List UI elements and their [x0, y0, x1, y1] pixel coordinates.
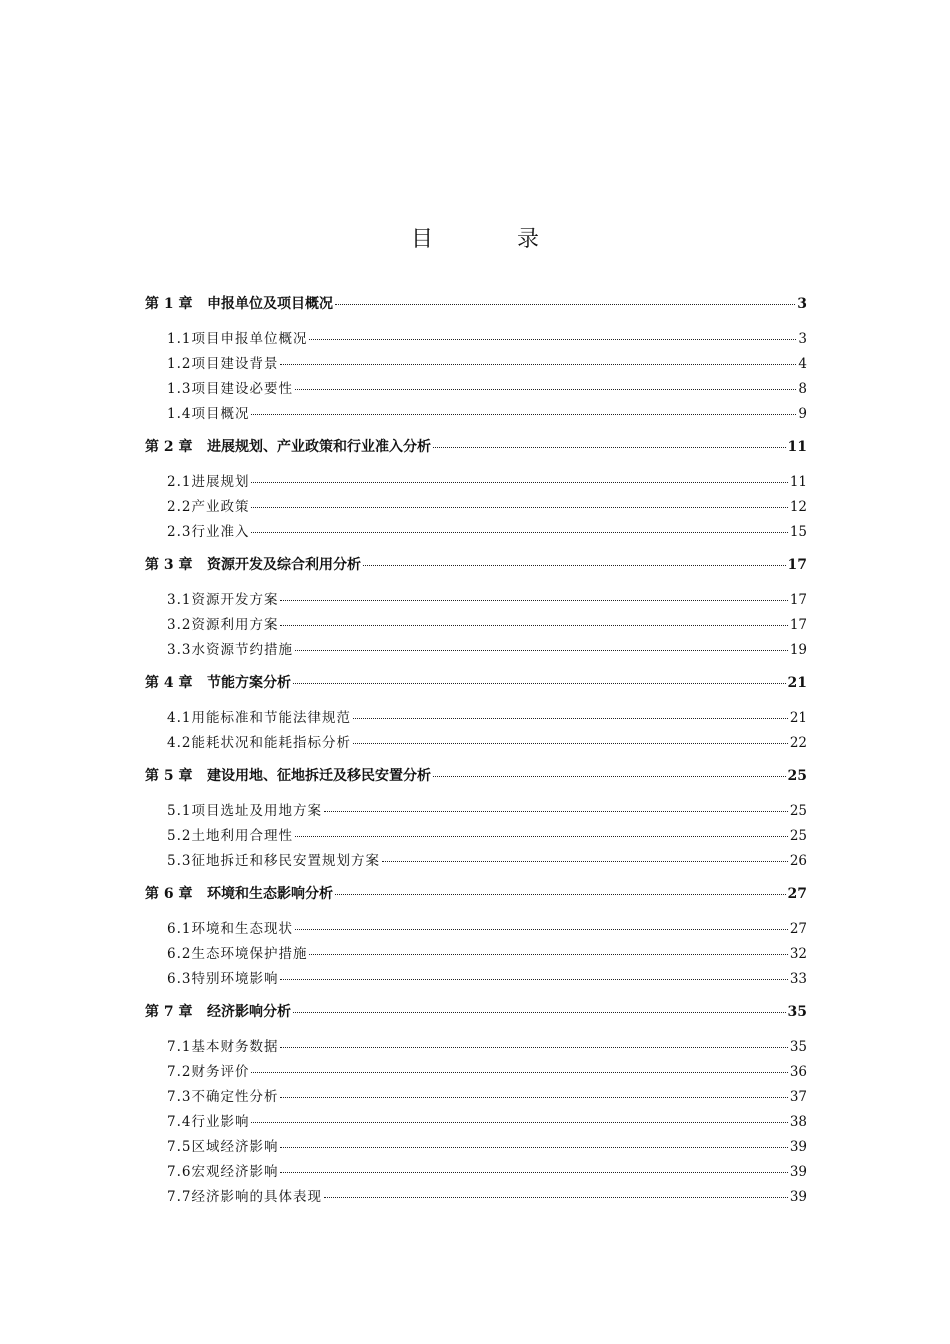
toc-dot-leader: [324, 1197, 788, 1198]
toc-section-title: 征地拆迁和移民安置规划方案: [191, 853, 380, 869]
toc-section-number: 3.2: [167, 617, 192, 633]
toc-section-number: 5.2: [167, 828, 192, 844]
toc-dot-leader: [293, 683, 786, 684]
toc-section-number: 1.3: [167, 381, 192, 397]
toc-section-title: 区域经济影响: [191, 1139, 279, 1155]
toc-dot-leader: [295, 389, 796, 390]
toc-page-number: 39: [789, 1139, 807, 1155]
toc-chapter-number: 第 5 章: [145, 768, 193, 784]
table-of-contents: [145, 293, 807, 1210]
toc-section-entry[interactable]: [145, 638, 807, 663]
toc-page-number: 22: [789, 735, 807, 751]
page-title-char-2: 录: [517, 227, 540, 252]
toc-dot-leader: [251, 1122, 787, 1123]
toc-dot-leader: [251, 414, 796, 415]
toc-section-entry[interactable]: [145, 1035, 807, 1060]
toc-chapter-title: 节能方案分析: [207, 675, 291, 691]
toc-section-title: 宏观经济影响: [191, 1164, 279, 1180]
toc-dot-leader: [280, 625, 787, 626]
toc-chapter-number: 第 4 章: [145, 675, 193, 691]
toc-dot-leader: [251, 507, 787, 508]
toc-dot-leader: [280, 364, 796, 365]
toc-section-entry[interactable]: [145, 849, 807, 874]
toc-page-number: 25: [789, 803, 807, 819]
toc-section-title: 基本财务数据: [191, 1039, 279, 1055]
toc-page-number: 26: [789, 853, 807, 869]
toc-chapter-number: 第 3 章: [145, 557, 193, 573]
toc-section-title: 项目建设必要性: [191, 381, 293, 397]
toc-section-title: 行业准入: [191, 524, 250, 540]
toc-section-title: 不确定性分析: [191, 1089, 279, 1105]
toc-dot-leader: [280, 1047, 787, 1048]
toc-chapter-entry[interactable]: [145, 672, 807, 697]
toc-dot-leader: [363, 565, 786, 566]
page-title-char-1: 目: [410, 227, 433, 252]
toc-chapter-number: 第 6 章: [145, 886, 193, 902]
toc-section-entry[interactable]: [145, 824, 807, 849]
toc-section-title: 用能标准和节能法律规范: [191, 710, 351, 726]
toc-page-number: 3: [797, 296, 807, 312]
toc-section-title: 进展规划: [191, 474, 250, 490]
toc-section-number: 1.4: [167, 406, 192, 422]
toc-section-entry[interactable]: [145, 1135, 807, 1160]
toc-chapter-title: 资源开发及综合利用分析: [207, 557, 361, 573]
toc-dot-leader: [280, 1097, 787, 1098]
toc-section-number: 4.1: [167, 710, 192, 726]
toc-section-title: 项目选址及用地方案: [191, 803, 322, 819]
toc-section-number: 2.2: [167, 499, 192, 515]
toc-page-number: 15: [789, 524, 807, 540]
toc-dot-leader: [280, 1172, 787, 1173]
toc-page-number: 9: [798, 406, 807, 422]
toc-section-number: 4.2: [167, 735, 192, 751]
toc-page-number: 3: [798, 331, 807, 347]
toc-section-title: 特别环境影响: [191, 971, 279, 987]
toc-dot-leader: [295, 929, 788, 930]
toc-section-title: 水资源节约措施: [191, 642, 293, 658]
toc-dot-leader: [280, 979, 787, 980]
toc-chapter-entry[interactable]: [145, 554, 807, 579]
toc-dot-leader: [382, 861, 788, 862]
toc-dot-leader: [280, 1147, 787, 1148]
toc-section-number: 7.4: [167, 1114, 192, 1130]
toc-section-title: 土地利用合理性: [191, 828, 293, 844]
toc-page-number: 11: [789, 474, 807, 490]
toc-section-entry[interactable]: [145, 1160, 807, 1185]
toc-section-number: 5.1: [167, 803, 192, 819]
toc-dot-leader: [293, 1012, 786, 1013]
toc-section-number: 7.6: [167, 1164, 192, 1180]
toc-section-number: 6.1: [167, 921, 192, 937]
toc-section-entry[interactable]: [145, 967, 807, 992]
toc-section-number: 7.7: [167, 1189, 192, 1205]
toc-section-number: 7.3: [167, 1089, 192, 1105]
toc-section-entry[interactable]: [145, 1185, 807, 1210]
toc-section-number: 7.1: [167, 1039, 192, 1055]
toc-section-title: 项目申报单位概况: [191, 331, 308, 347]
toc-section-entry[interactable]: [145, 799, 807, 824]
toc-section-entry[interactable]: [145, 613, 807, 638]
toc-chapter-number: 第 7 章: [145, 1004, 193, 1020]
toc-page-number: 8: [798, 381, 807, 397]
toc-section-title: 经济影响的具体表现: [191, 1189, 322, 1205]
toc-section-entry[interactable]: [145, 917, 807, 942]
toc-section-number: 2.3: [167, 524, 192, 540]
toc-section-title: 环境和生态现状: [191, 921, 293, 937]
toc-section-number: 6.3: [167, 971, 192, 987]
toc-section-number: 6.2: [167, 946, 192, 962]
toc-section-title: 资源利用方案: [191, 617, 279, 633]
toc-section-title: 项目建设背景: [191, 356, 279, 372]
toc-page-number: 35: [787, 1004, 807, 1020]
toc-page-number: 27: [789, 921, 807, 937]
toc-section-entry[interactable]: [145, 327, 807, 352]
toc-dot-leader: [280, 600, 787, 601]
toc-dot-leader: [309, 339, 796, 340]
toc-page-number: 27: [787, 886, 807, 902]
toc-section-entry[interactable]: [145, 588, 807, 613]
toc-section-number: 2.1: [167, 474, 192, 490]
toc-section-number: 3.3: [167, 642, 192, 658]
toc-page-number: 33: [789, 971, 807, 987]
toc-section-title: 项目概况: [191, 406, 250, 422]
toc-section-title: 能耗状况和能耗指标分析: [191, 735, 351, 751]
toc-page-number: 12: [789, 499, 807, 515]
toc-page-number: 35: [789, 1039, 807, 1055]
toc-section-number: 5.3: [167, 853, 192, 869]
toc-section-number: 7.2: [167, 1064, 192, 1080]
toc-chapter-title: 经济影响分析: [207, 1004, 291, 1020]
toc-dot-leader: [295, 650, 788, 651]
toc-chapter-entry[interactable]: [145, 1001, 807, 1026]
toc-page-number: 25: [787, 768, 807, 784]
toc-page-number: 37: [789, 1089, 807, 1105]
toc-dot-leader: [353, 718, 788, 719]
toc-dot-leader: [309, 954, 787, 955]
toc-section-number: 1.2: [167, 356, 192, 372]
toc-page-number: 25: [789, 828, 807, 844]
toc-section-title: 行业影响: [191, 1114, 250, 1130]
toc-page-number: 36: [789, 1064, 807, 1080]
toc-section-entry[interactable]: [145, 495, 807, 520]
toc-section-number: 3.1: [167, 592, 192, 608]
toc-dot-leader: [251, 1072, 787, 1073]
toc-section-entry[interactable]: [145, 1110, 807, 1135]
toc-chapter-entry[interactable]: [145, 436, 807, 461]
toc-dot-leader: [324, 811, 788, 812]
page-title: [0, 222, 950, 253]
toc-dot-leader: [251, 532, 787, 533]
toc-page-number: 17: [789, 617, 807, 633]
toc-page-number: 4: [798, 356, 807, 372]
toc-section-title: 产业政策: [191, 499, 250, 515]
toc-dot-leader: [353, 743, 788, 744]
toc-section-entry[interactable]: [145, 402, 807, 427]
toc-page-number: 32: [789, 946, 807, 962]
toc-chapter-entry[interactable]: [145, 765, 807, 790]
toc-section-entry[interactable]: [145, 520, 807, 545]
toc-section-entry[interactable]: [145, 1085, 807, 1110]
toc-section-entry[interactable]: [145, 942, 807, 967]
toc-section-entry[interactable]: [145, 352, 807, 377]
toc-section-title: 财务评价: [191, 1064, 250, 1080]
toc-dot-leader: [335, 894, 786, 895]
toc-section-number: 7.5: [167, 1139, 192, 1155]
toc-dot-leader: [335, 304, 795, 305]
toc-dot-leader: [295, 836, 788, 837]
toc-dot-leader: [433, 447, 786, 448]
toc-chapter-entry[interactable]: [145, 293, 807, 318]
toc-page-number: 38: [789, 1114, 807, 1130]
toc-chapter-number: 第 2 章: [145, 439, 193, 455]
toc-dot-leader: [433, 776, 786, 777]
toc-chapter-number: 第 1 章: [145, 296, 193, 312]
toc-section-entry[interactable]: [145, 470, 807, 495]
toc-page-number: 21: [789, 710, 807, 726]
toc-chapter-title: 建设用地、征地拆迁及移民安置分析: [207, 768, 431, 784]
toc-section-title: 生态环境保护措施: [191, 946, 308, 962]
toc-section-entry[interactable]: [145, 1060, 807, 1085]
toc-page-number: 21: [787, 675, 807, 691]
toc-section-entry[interactable]: [145, 377, 807, 402]
toc-page-number: 39: [789, 1189, 807, 1205]
toc-section-entry[interactable]: [145, 731, 807, 756]
toc-chapter-title: 进展规划、产业政策和行业准入分析: [207, 439, 431, 455]
toc-dot-leader: [251, 482, 787, 483]
toc-page-number: 19: [789, 642, 807, 658]
toc-page-number: 17: [789, 592, 807, 608]
toc-page-number: 39: [789, 1164, 807, 1180]
toc-page-number: 11: [787, 439, 807, 455]
toc-chapter-title: 环境和生态影响分析: [207, 886, 333, 902]
toc-chapter-entry[interactable]: [145, 883, 807, 908]
toc-section-number: 1.1: [167, 331, 192, 347]
toc-section-title: 资源开发方案: [191, 592, 279, 608]
toc-section-entry[interactable]: [145, 706, 807, 731]
toc-page-number: 17: [787, 557, 807, 573]
toc-chapter-title: 申报单位及项目概况: [207, 296, 333, 312]
